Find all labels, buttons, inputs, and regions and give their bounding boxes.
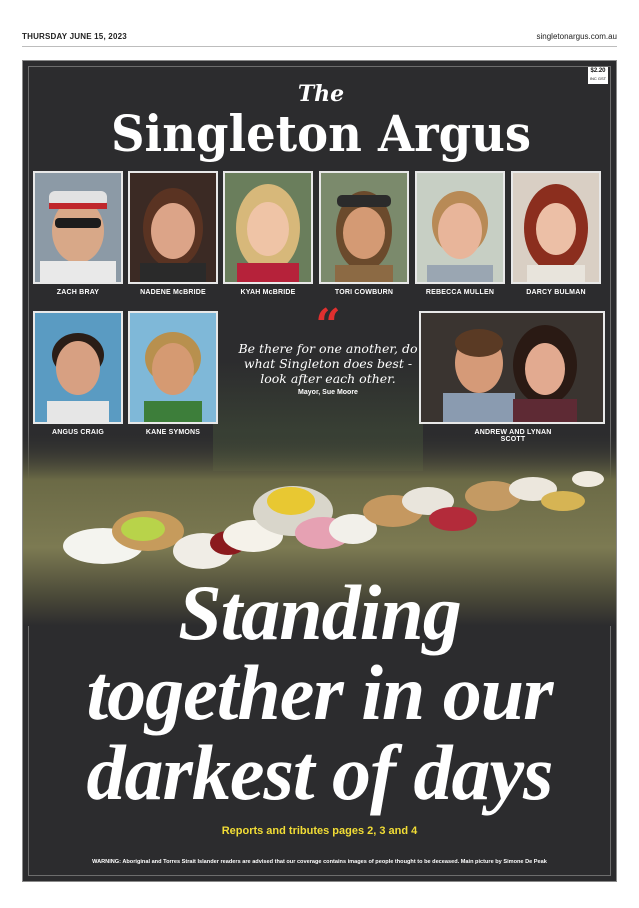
portrait-kyah-mcbride bbox=[223, 171, 313, 284]
portrait-andrew-and-lynan-scott bbox=[419, 311, 605, 424]
portrait-angus-craig bbox=[33, 311, 123, 424]
name-label: NADENE McBRIDE bbox=[140, 289, 206, 296]
portrait-nadene-mcbride bbox=[128, 171, 218, 284]
headline-line-1: Standing bbox=[178, 569, 461, 656]
name-label: ANGUS CRAIG bbox=[52, 429, 104, 436]
quote-text: Be there for one another, do what Singleton does best - look after each other. bbox=[238, 341, 418, 386]
name-label: REBECCA MULLEN bbox=[425, 289, 495, 296]
name-label: ZACH BRAY bbox=[56, 289, 100, 296]
masthead bbox=[23, 73, 616, 163]
portrait-tori-cowburn bbox=[319, 171, 409, 284]
portrait-rebecca-mullen bbox=[415, 171, 505, 284]
name-label: KYAH McBRIDE bbox=[240, 289, 296, 296]
headline-line-2: together in our bbox=[86, 649, 553, 736]
name-label: KANE SYMONS bbox=[145, 429, 201, 436]
masthead-title: Singleton Argus bbox=[111, 104, 531, 163]
website-link[interactable]: singletonargus.com.au bbox=[536, 32, 617, 41]
masthead-the: The bbox=[297, 81, 345, 107]
front-page-cover bbox=[22, 60, 617, 882]
portrait-darcy-bulman bbox=[511, 171, 601, 284]
content-warning: WARNING: Aboriginal and Torres Strait Islander readers are advised that our coverage contains images of people thought to be deceased. Main picture by Simone De Peak bbox=[92, 859, 547, 865]
price-amount: $2.20 bbox=[590, 68, 606, 74]
quote-mark-icon: “ bbox=[315, 300, 341, 351]
mayor-quote bbox=[238, 300, 418, 396]
issue-date: THURSDAY JUNE 15, 2023 bbox=[22, 32, 127, 41]
portrait-zach-bray bbox=[33, 171, 123, 284]
name-label: DARCY BULMAN bbox=[526, 289, 586, 296]
quote-attribution: Mayor, Sue Moore bbox=[298, 389, 358, 396]
name-label: ANDREW AND LYNAN SCOTT bbox=[474, 429, 552, 443]
portrait-kane-symons bbox=[128, 311, 218, 424]
headline-line-3: darkest of days bbox=[86, 729, 553, 816]
page-header bbox=[22, 26, 617, 47]
main-headline bbox=[23, 569, 616, 816]
name-label: TORI COWBURN bbox=[334, 289, 394, 296]
reports-teaser: Reports and tributes pages 2, 3 and 4 bbox=[221, 825, 418, 837]
price-note: INC GST bbox=[589, 76, 607, 81]
